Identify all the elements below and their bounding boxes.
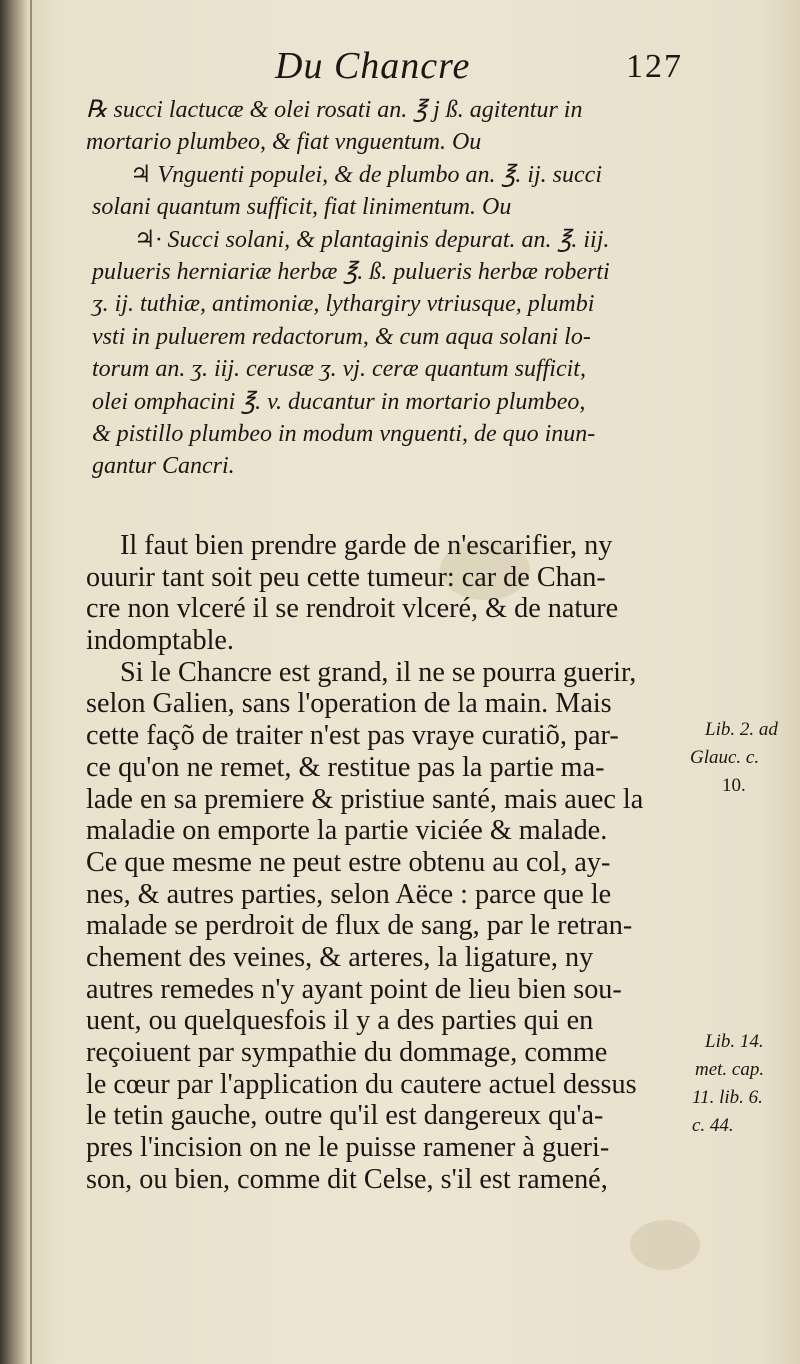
body-line: Ce que mesme ne peut estre obtenu au col, ay-: [86, 846, 611, 878]
body-line: lade en sa premiere & pristiue santé, mais auec la: [86, 783, 644, 815]
body-line: selon Galien, sans l'operation de la main. Mais: [86, 688, 612, 720]
running-title: Du Chancre: [275, 45, 471, 87]
prescription-line: solani quantum sufficit, fiat linimentum. Ou: [92, 194, 512, 221]
latin-prescriptions: [86, 94, 726, 483]
body-line: cre non vlceré il se rendroit vlceré, & de nature: [86, 593, 619, 625]
binding-edge: [30, 0, 32, 1364]
prescription-line: mortario plumbeo, & fiat vnguentum. Ou: [86, 129, 482, 156]
prescription-line: pulueris herniariæ herbæ ℥. ß. pulueris herbæ roberti: [92, 258, 610, 285]
body-line: ce qu'on ne remet, & restitue pas la partie ma-: [86, 751, 605, 783]
body-line: malade se perdroit de flux de sang, par le retran-: [86, 910, 633, 942]
body-line: cette façõ de traiter n'est pas vraye curatiõ, par-: [86, 720, 619, 752]
prescription-line: ʒ. ij. tuthiæ, antimoniæ, lythargiry vtriusque, plumbi: [92, 291, 595, 318]
margin-note-line: 10.: [722, 775, 746, 796]
body-line: indomptable.: [86, 625, 234, 657]
body-line: pres l'incision on ne le puisse ramener à gueri-: [86, 1132, 610, 1164]
body-line: son, ou bien, comme dit Celse, s'il est ramené,: [86, 1163, 608, 1195]
body-line: nes, & autres parties, selon Aëce : parce que le: [86, 878, 612, 910]
prescription-line: torum an. ʒ. iij. cerusæ ʒ. vj. ceræ quantum sufficit,: [92, 356, 586, 383]
prescription-line: ♃· Succi solani, & plantaginis depurat. an. ℥. iij.: [134, 226, 610, 253]
margin-note-line: met. cap.: [695, 1059, 765, 1080]
body-line: maladie on emporte la partie viciée & malade.: [86, 815, 608, 847]
body-line: Si le Chancre est grand, il ne se pourra guerir,: [120, 656, 637, 688]
body-line: autres remedes n'y ayant point de lieu bien sou-: [86, 973, 622, 1005]
french-body-text: [86, 530, 696, 1195]
prescription-line: & pistillo plumbeo in modum vnguenti, de quo inun-: [92, 420, 596, 447]
prescription-line: olei omphacini ℥. v. ducantur in mortario plumbeo,: [92, 388, 586, 415]
margin-note-line: 11. lib. 6.: [692, 1087, 763, 1108]
margin-note-line: Lib. 14.: [705, 1031, 764, 1052]
margin-note-line: c. 44.: [692, 1115, 734, 1136]
body-line: ouurir tant soit peu cette tumeur: car de Chan-: [86, 561, 606, 593]
body-line: Il faut bien prendre garde de n'escarifier, ny: [120, 530, 613, 561]
book-gutter-shadow: [0, 0, 28, 1364]
body-line: le cœur par l'application du cautere actuel dessus: [86, 1068, 637, 1100]
body-line: reçoiuent par sympathie du dommage, comme: [86, 1037, 608, 1068]
prescription-line: ℞ succi lactucæ & olei rosati an. ℥ j ß. agitentur in: [86, 97, 583, 123]
prescription-line: gantur Cancri.: [92, 453, 235, 480]
body-line: uent, ou quelquesfois il y a des parties qui en: [86, 1005, 594, 1037]
margin-note-line: Glauc. c.: [690, 747, 760, 768]
paper-stain: [630, 1220, 700, 1270]
prescription-line: vsti in puluerem redactorum, & cum aqua solani lo-: [92, 323, 591, 350]
margin-note-line: Lib. 2. ad: [705, 719, 778, 740]
margin-note-aece: [690, 1028, 795, 1140]
page-number: 127: [626, 48, 683, 85]
page-header: [0, 44, 800, 94]
body-line: chement des veines, & arteres, la ligature, ny: [86, 941, 594, 973]
body-line: le tetin gauche, outre qu'il est dangereux qu'a-: [86, 1100, 604, 1132]
prescription-line: ♃ Vnguenti populei, & de plumbo an. ℥. ij. succi: [130, 161, 602, 188]
margin-note-galien: [690, 716, 795, 800]
